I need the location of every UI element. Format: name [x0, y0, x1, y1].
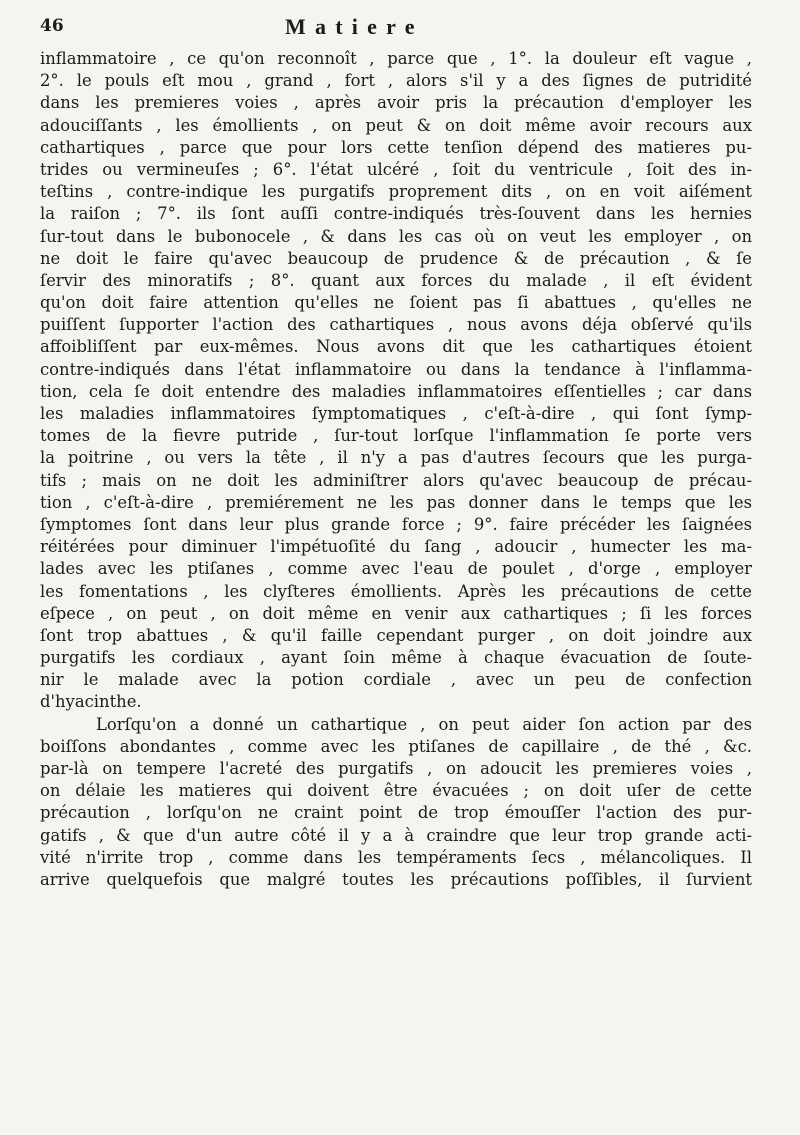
text-line: tion , c'eſt-à-dire , premiérement ne les pas donner dans le temps que les — [40, 492, 752, 512]
text-line: la poitrine , ou vers la tête , il n'y a pas d'autres ſecours que les purga- — [40, 448, 752, 468]
running-head — [40, 16, 760, 42]
text-line: purgatifs les cordiaux , ayant ſoin même à chaque évacuation de ſoute- — [40, 648, 752, 668]
text-line: affoibliſſent par eux-mêmes. Nous avons dit que les cathartiques étoient — [40, 337, 752, 357]
text-line: tion, cela ſe doit entendre des maladies inflammatoires eſſentielles ; car dans — [40, 381, 752, 401]
paragraph-first-line: Lorſqu'on a donné un cathartique , on peut aider ſon action par des — [96, 714, 752, 734]
text-line: adouciſſants , les émollients , on peut & on doit même avoir recours aux — [40, 115, 752, 135]
text-line: dans les premieres voies , après avoir pris la précaution d'employer les — [40, 93, 752, 113]
text-line: réitérées pour diminuer l'impétuoſité du ſang , adoucir , humecter les ma- — [40, 537, 752, 557]
text-line: cathartiques , parce que pour lors cette tenſion dépend des matieres pu- — [40, 137, 752, 157]
text-line: la raiſon ; 7°. ils ſont auſſi contre-indiqués très-ſouvent dans les hernies — [40, 204, 752, 224]
text-line: boiſſons abondantes , comme avec les ptiſanes de capillaire , de thé , &c. — [40, 736, 752, 756]
text-line: tifs ; mais on ne doit les adminiſtrer alors qu'avec beaucoup de précau- — [40, 470, 752, 490]
text-line: on délaie les matieres qui doivent être évacuées ; on doit uſer de cette — [40, 781, 752, 801]
text-line: ſur-tout dans le bubonocele , & dans les cas où on veut les employer , on — [40, 226, 752, 246]
text-line: inflammatoire , ce qu'on reconnoît , parce que , 1°. la douleur eſt vague , — [40, 49, 752, 68]
text-line: les maladies inflammatoires ſymptomatiques , c'eſt-à-dire , qui ſont ſymp- — [40, 404, 752, 423]
text-line: 2°. le pouls eſt mou , grand , fort , alors s'il y a des ſignes de putridité — [40, 71, 752, 91]
text-line: ſymptomes ſont dans leur plus grande force ; 9°. faire précéder les ſaignées — [40, 514, 752, 534]
text-line: puiſſent ſupporter l'action des cathartiques , nous avons déja obſervé qu'ils — [40, 315, 752, 335]
text-line: contre-indiqués dans l'état inflammatoire ou dans la tendance à l'inflamma- — [40, 359, 752, 379]
text-line: nir le malade avec la potion cordiale , avec un peu de confection — [40, 670, 752, 690]
text-line: trides ou vermineuſes ; 6°. l'état ulcéré , ſoit du ventricule , ſoit des in- — [40, 159, 752, 179]
text-line: ſervir des minoratifs ; 8°. quant aux forces du malade , il eſt évident — [40, 270, 752, 290]
text-line: ne doit le faire qu'avec beaucoup de prudence & de précaution , & ſe — [40, 248, 752, 268]
text-line: d'hyacinthe. — [40, 692, 142, 712]
page-number: 46 — [40, 16, 64, 36]
text-line: par-là on tempere l'acreté des purgatifs , on adoucit les premieres voies , — [40, 759, 752, 778]
text-line: précaution , lorſqu'on ne craint point de trop émouſſer l'action des pur- — [40, 803, 752, 823]
text-line: vité n'irrite trop , comme dans les tempéraments ſecs , mélancoliques. Il — [40, 847, 752, 867]
text-line: lades avec les ptiſanes , comme avec l'eau de poulet , d'orge , employer — [40, 559, 752, 579]
running-title: Matiere — [285, 14, 424, 39]
text-line: arrive quelquefois que malgré toutes les précautions poſſibles, il ſurvient — [40, 869, 752, 889]
text-line: ſont trop abattues , & qu'il faille cependant purger , on doit joindre aux — [40, 625, 752, 645]
body-text — [40, 48, 752, 891]
text-line: qu'on doit faire attention qu'elles ne ſoient pas ſi abattues , qu'elles ne — [40, 293, 752, 313]
text-line: eſpece , on peut , on doit même en venir aux cathartiques ; ſi les forces — [40, 603, 752, 623]
text-line: gatifs , & que d'un autre côté il y a à craindre que leur trop grande acti- — [40, 825, 752, 845]
text-line: tomes de la fievre putride , ſur-tout lorſque l'inflammation ſe porte vers — [40, 426, 752, 446]
text-line: teſtins , contre-indique les purgatifs proprement dits , on en voit aiſément — [40, 182, 752, 202]
text-line: les fomentations , les clyſteres émollients. Après les précautions de cette — [40, 581, 752, 601]
